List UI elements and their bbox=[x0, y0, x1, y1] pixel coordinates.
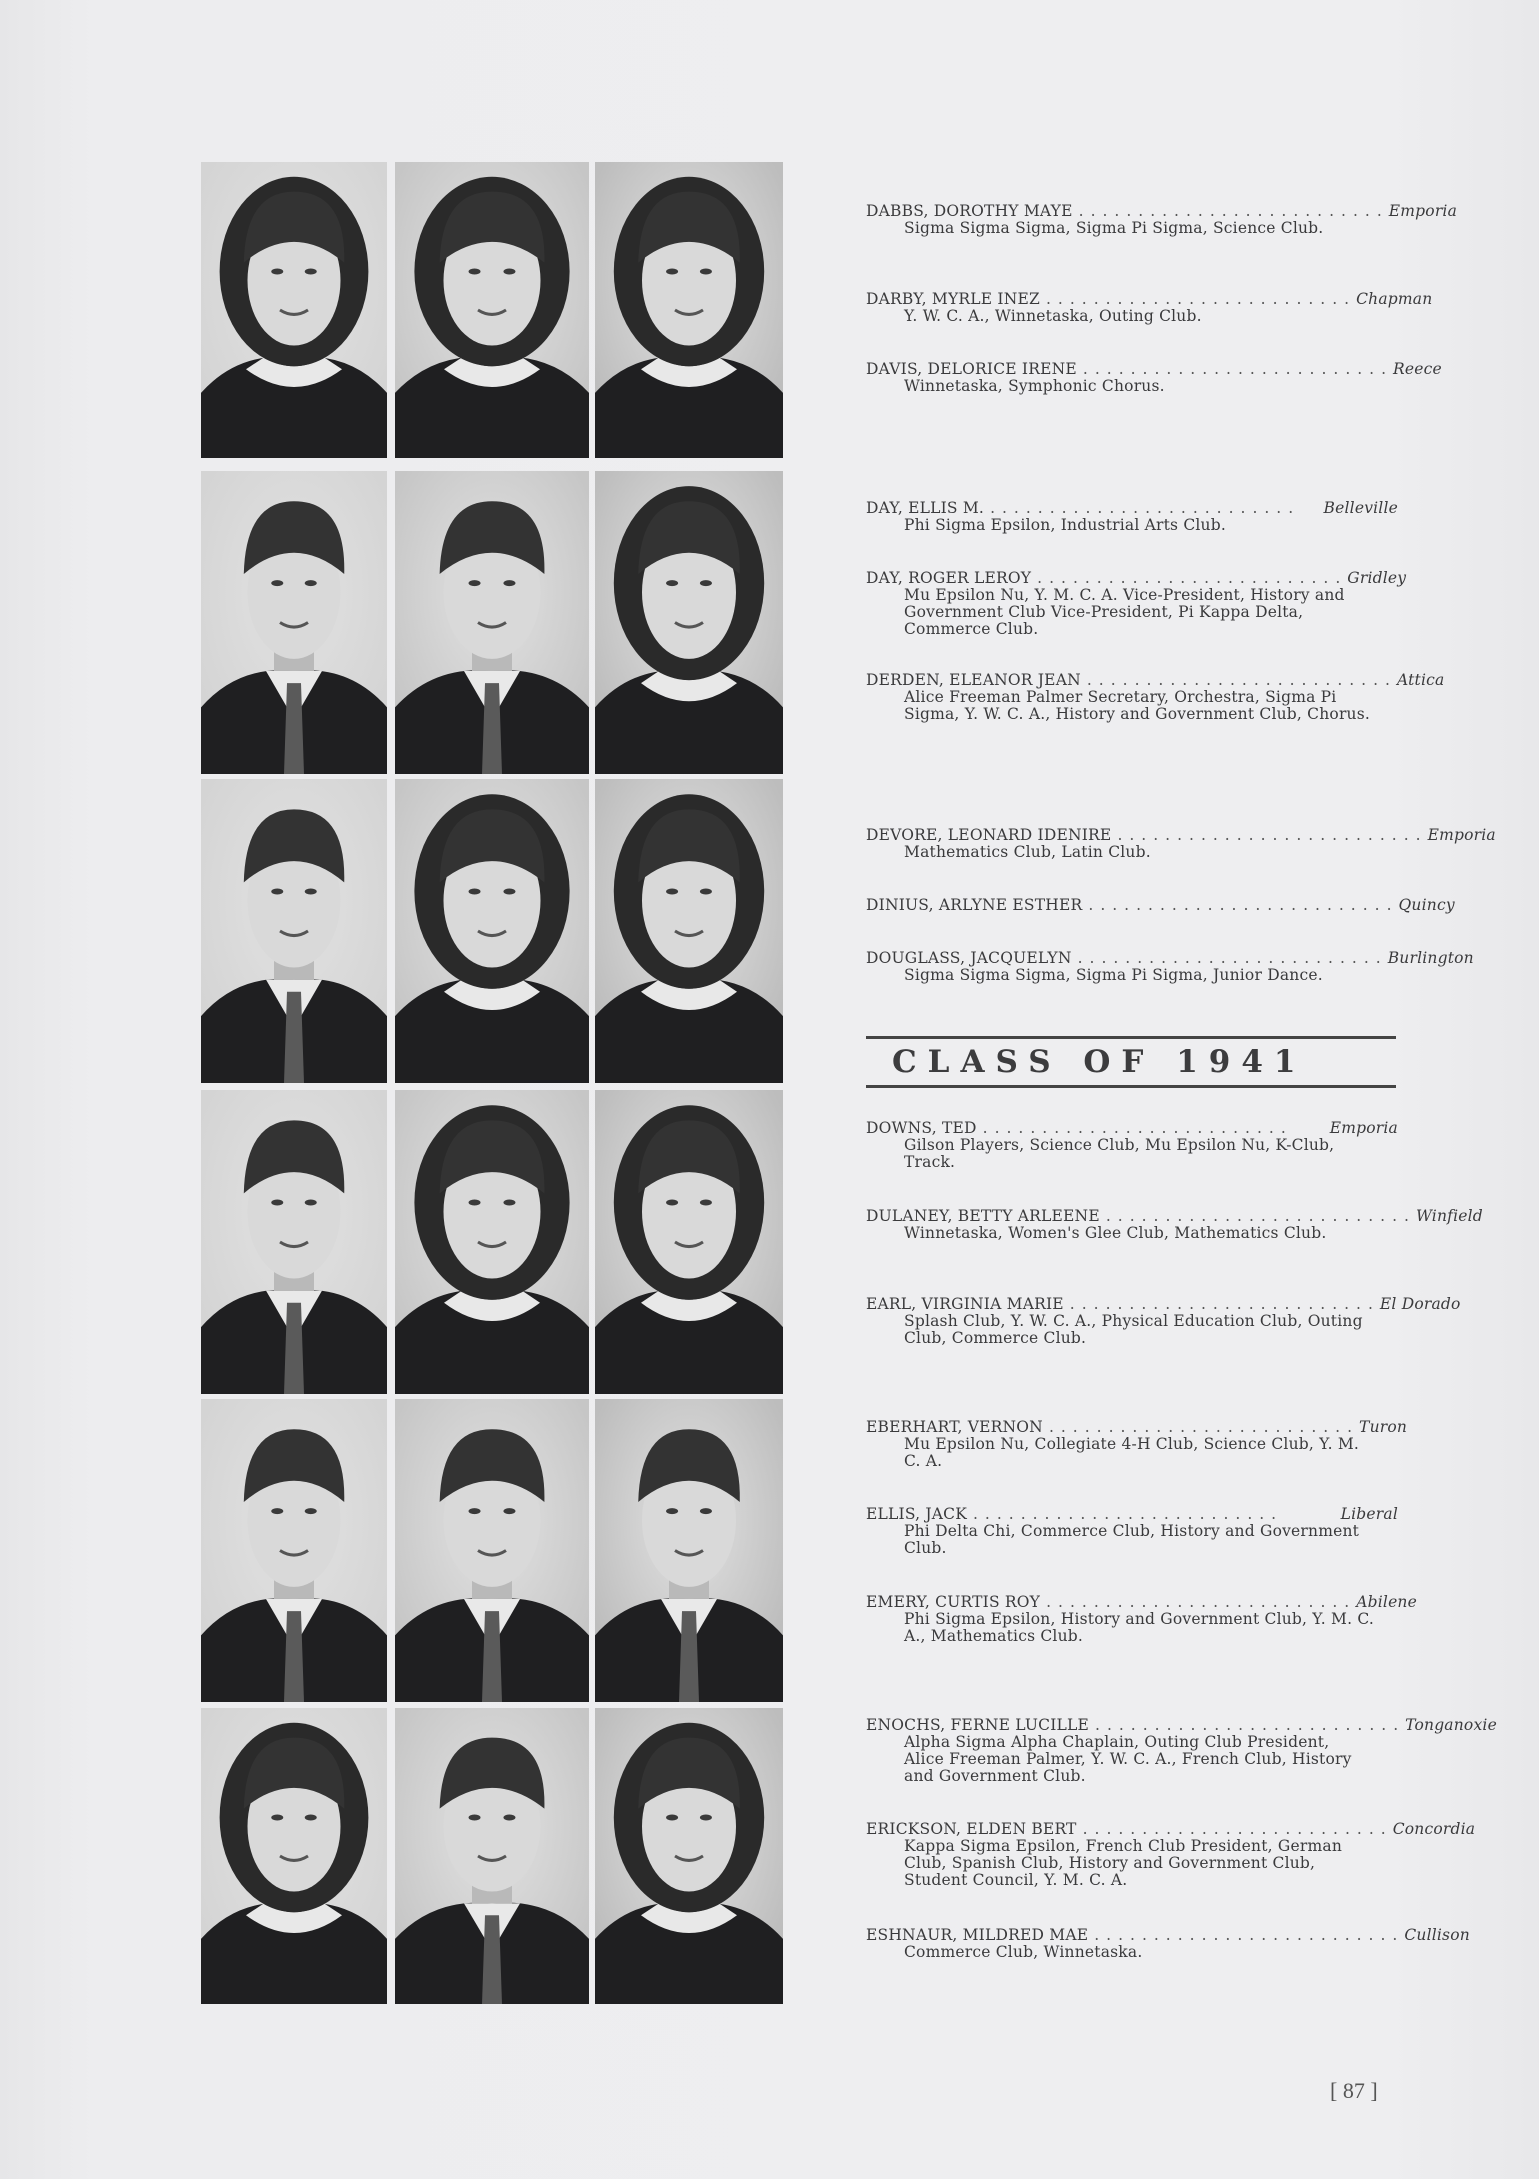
student-portrait bbox=[395, 1090, 589, 1394]
leader-dots: .......................... bbox=[1088, 896, 1399, 914]
student-name: DARBY, MYRLE INEZ bbox=[866, 290, 1040, 308]
leader-dots: .......................... bbox=[1082, 360, 1394, 378]
class-section-header bbox=[866, 1036, 1396, 1088]
student-entry bbox=[866, 1418, 1408, 1470]
leader-dots: .......................... bbox=[982, 1119, 1293, 1137]
student-name: ERICKSON, ELDEN BERT bbox=[866, 1820, 1077, 1838]
leader-dots: .......................... bbox=[1045, 290, 1357, 308]
student-portrait bbox=[201, 1090, 387, 1394]
activities: Gilson Players, Science Club, Mu Epsilon Nu, K-Club, Track. bbox=[904, 1136, 1335, 1171]
activities: Mu Epsilon Nu, Y. M. C. A. Vice-President, History and Government Club Vice-President, Pi Kappa Delta, Commerce Club. bbox=[904, 586, 1345, 638]
student-portrait bbox=[595, 162, 783, 458]
page-number: [ 87 ] bbox=[1330, 2078, 1378, 2103]
student-name: ESHNAUR, MILDRED MAE bbox=[866, 1926, 1089, 1944]
student-portrait bbox=[395, 471, 589, 774]
student-entry bbox=[866, 949, 1474, 984]
hometown: Reece bbox=[1393, 360, 1442, 378]
leader-dots: .......................... bbox=[1046, 1593, 1357, 1611]
hometown: El Dorado bbox=[1379, 1295, 1461, 1313]
hometown: Attica bbox=[1396, 671, 1445, 689]
class-header-text: CLASS OF 1941 bbox=[892, 1044, 1307, 1080]
leader-dots: .......................... bbox=[1078, 202, 1389, 220]
activities: Alice Freeman Palmer Secretary, Orchestra, Sigma Pi Sigma, Y. W. C. A., History and Government Club, Chorus. bbox=[904, 688, 1371, 723]
student-name: DULANEY, BETTY ARLEENE bbox=[866, 1207, 1100, 1225]
hometown: Concordia bbox=[1392, 1820, 1476, 1838]
activities: Winnetaska, Symphonic Chorus. bbox=[904, 377, 1165, 395]
activities: Phi Sigma Epsilon, Industrial Arts Club. bbox=[904, 516, 1226, 534]
activities: Alpha Sigma Alpha Chaplain, Outing Club President, Alice Freeman Palmer, Y. W. C. A., French Club, History and Government Club. bbox=[904, 1733, 1352, 1785]
student-name: DOWNS, TED bbox=[866, 1119, 977, 1137]
student-entry bbox=[866, 1820, 1476, 1889]
leader-dots: .......................... bbox=[1037, 569, 1348, 587]
activities: Phi Sigma Epsilon, History and Government Club, Y. M. C. A., Mathematics Club. bbox=[904, 1610, 1374, 1645]
activities: Y. W. C. A., Winnetaska, Outing Club. bbox=[904, 307, 1202, 325]
student-portrait bbox=[595, 779, 783, 1083]
student-entry bbox=[866, 202, 1458, 237]
leader-dots: .......................... bbox=[1095, 1716, 1406, 1734]
hometown: Winfield bbox=[1415, 1207, 1483, 1225]
leader-dots: .......................... bbox=[1048, 1418, 1360, 1436]
student-entry bbox=[866, 500, 1398, 534]
student-name: DERDEN, ELEANOR JEAN bbox=[866, 671, 1081, 689]
leader-dots: .......................... bbox=[1105, 1207, 1416, 1225]
activities: Phi Delta Chi, Commerce Club, History and Government Club. bbox=[904, 1522, 1360, 1557]
student-entry bbox=[866, 1716, 1497, 1785]
student-entry bbox=[866, 360, 1442, 395]
student-entry bbox=[866, 1506, 1398, 1557]
student-entry bbox=[866, 569, 1407, 638]
student-portrait bbox=[395, 779, 589, 1083]
activities: Commerce Club, Winnetaska. bbox=[904, 1943, 1143, 1961]
hometown: Turon bbox=[1359, 1418, 1408, 1436]
student-portrait bbox=[595, 471, 783, 774]
student-portrait bbox=[595, 1708, 783, 2004]
activities: Sigma Sigma Sigma, Sigma Pi Sigma, Junior Dance. bbox=[904, 966, 1323, 984]
student-entry bbox=[866, 1120, 1398, 1171]
activities: Splash Club, Y. W. C. A., Physical Education Club, Outing Club, Commerce Club. bbox=[904, 1312, 1363, 1347]
student-portrait bbox=[201, 1708, 387, 2004]
hometown: Tonganoxie bbox=[1405, 1716, 1497, 1734]
hometown: Emporia bbox=[1427, 826, 1496, 844]
activities: Sigma Sigma Sigma, Sigma Pi Sigma, Science Club. bbox=[904, 219, 1324, 237]
hometown: Chapman bbox=[1356, 290, 1433, 308]
hometown: Belleville bbox=[1323, 499, 1398, 517]
portrait-grid bbox=[201, 162, 783, 2004]
student-name: DAY, ROGER LEROY bbox=[866, 569, 1032, 587]
student-name: EBERHART, VERNON bbox=[866, 1418, 1043, 1436]
leader-dots: .......................... bbox=[973, 1505, 1284, 1523]
student-portrait bbox=[395, 1399, 589, 1702]
hometown: Burlington bbox=[1387, 949, 1474, 967]
hometown: Quincy bbox=[1398, 896, 1455, 914]
student-name: EMERY, CURTIS ROY bbox=[866, 1593, 1041, 1611]
student-entry bbox=[866, 1295, 1461, 1347]
student-name: ENOCHS, FERNE LUCILLE bbox=[866, 1716, 1090, 1734]
leader-dots: .......................... bbox=[1082, 1820, 1393, 1838]
hometown: Cullison bbox=[1404, 1926, 1470, 1944]
student-entry bbox=[866, 671, 1445, 723]
activities: Mu Epsilon Nu, Collegiate 4-H Club, Science Club, Y. M. C. A. bbox=[904, 1435, 1360, 1470]
student-portrait bbox=[595, 1399, 783, 1702]
student-entry bbox=[866, 1926, 1470, 1961]
student-name: DAVIS, DELORICE IRENE bbox=[866, 360, 1077, 378]
leader-dots: .......................... bbox=[1094, 1926, 1405, 1944]
leader-dots: .......................... bbox=[1117, 826, 1428, 844]
student-name: ELLIS, JACK bbox=[866, 1505, 967, 1523]
hometown: Emporia bbox=[1388, 202, 1458, 220]
hometown: Liberal bbox=[1340, 1505, 1398, 1523]
student-portrait bbox=[395, 162, 589, 458]
student-name: DOUGLASS, JACQUELYN bbox=[866, 949, 1072, 967]
student-name: EARL, VIRGINIA MARIE bbox=[866, 1295, 1064, 1313]
activities: Kappa Sigma Epsilon, French Club President, German Club, Spanish Club, History and Government Club, Student Council, Y. M. C. A. bbox=[904, 1837, 1342, 1889]
student-portrait bbox=[201, 1399, 387, 1702]
leader-dots: .......................... bbox=[1086, 671, 1397, 689]
student-entry bbox=[866, 1207, 1483, 1242]
student-entry bbox=[866, 290, 1433, 325]
activities: Winnetaska, Women's Glee Club, Mathematics Club. bbox=[904, 1224, 1327, 1242]
student-entry bbox=[866, 896, 1455, 914]
student-name: DEVORE, LEONARD IDENIRE bbox=[866, 826, 1112, 844]
student-portrait bbox=[201, 162, 387, 458]
student-portrait bbox=[201, 471, 387, 774]
student-portrait bbox=[201, 779, 387, 1083]
hometown: Gridley bbox=[1347, 569, 1407, 587]
leader-dots: .......................... bbox=[1069, 1295, 1380, 1313]
leader-dots: .......................... bbox=[990, 499, 1301, 517]
student-name: DABBS, DOROTHY MAYE bbox=[866, 202, 1073, 220]
student-entry bbox=[866, 1593, 1417, 1645]
student-entry bbox=[866, 826, 1496, 861]
student-portrait bbox=[395, 1708, 589, 2004]
student-portrait bbox=[595, 1090, 783, 1394]
hometown: Emporia bbox=[1329, 1119, 1398, 1137]
activities: Mathematics Club, Latin Club. bbox=[904, 843, 1151, 861]
leader-dots: .......................... bbox=[1077, 949, 1388, 967]
student-name: DAY, ELLIS M. bbox=[866, 499, 985, 517]
hometown: Abilene bbox=[1356, 1593, 1417, 1611]
student-name: DINIUS, ARLYNE ESTHER bbox=[866, 896, 1083, 914]
